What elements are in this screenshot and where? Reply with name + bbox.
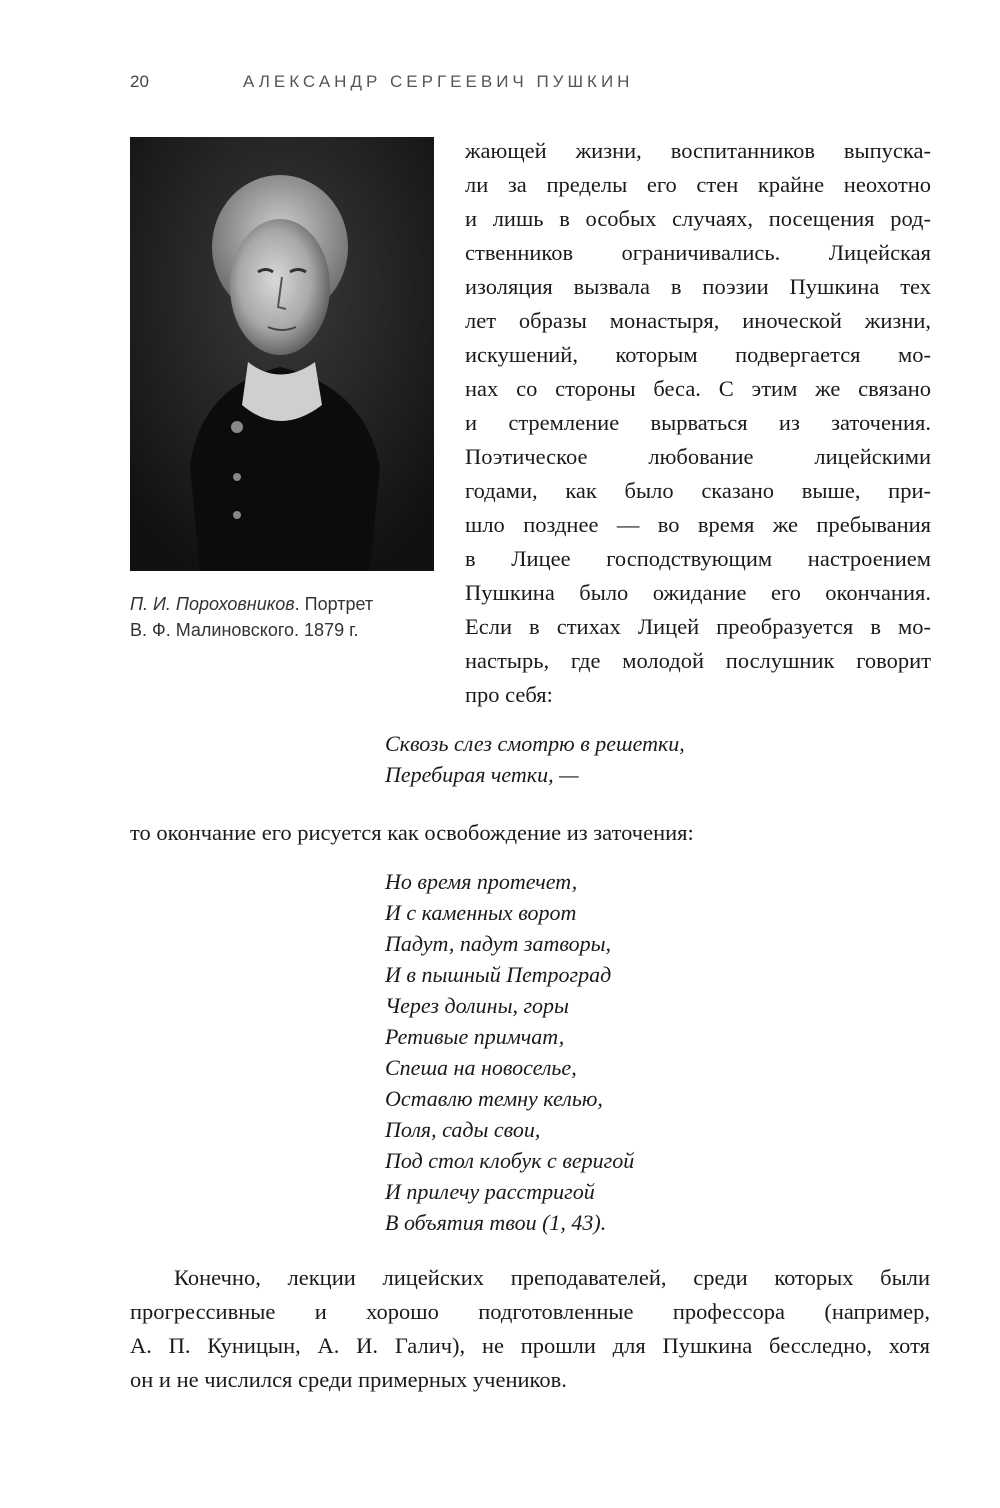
text-line: жающей жизни, воспитанников выпуска- [465,138,931,163]
transition-line: то окончание его рисуется как освобождение из заточения: [130,820,694,845]
verse-line: Но время протечет, [385,869,578,894]
text-line: про себя: [465,682,553,707]
text-line: Конечно, лекции лицейских преподавателей, среди которых были [174,1265,930,1290]
verse-line: Поля, сады свои, [385,1117,541,1142]
column-paragraph [465,134,931,712]
text-line: А. П. Куницын, А. И. Галич), не прошли для Пушкина бесследно, хотя [130,1333,930,1358]
verse-quote-1 [385,728,685,790]
text-line: лет образы монастыря, иноческой жизни, [465,308,931,333]
verse-line: Перебирая четки, — [385,762,579,787]
text-line: Поэтическое любование лицейскими [465,444,931,469]
verse-line: Ретивые примчат, [385,1024,565,1049]
caption-author: П. И. Пороховников [130,594,295,614]
verse-line: Падут, падут затворы, [385,931,612,956]
verse-line: Спеша на новоселье, [385,1055,577,1080]
text-line: и стремление вырваться из заточения. [465,410,931,435]
caption-title: . Портрет [294,594,374,614]
verse-quote-2 [385,866,634,1238]
text-line: в Лицее господствующим настроением [465,546,931,571]
text-line: настырь, где молодой послушник говорит [465,648,931,673]
final-paragraph [130,1261,930,1397]
verse-line: Под стол клобук с веригой [385,1148,635,1173]
figure-caption [130,591,430,643]
running-title: АЛЕКСАНДР СЕРГЕЕВИЧ ПУШКИН [243,72,634,91]
portrait-image [130,137,434,571]
verse-line: В объятия твои (1, 43). [385,1210,607,1235]
text-line: и лишь в особых случаях, посещения род- [465,206,931,231]
text-line: Если в стихах Лицей преобразуется в мо- [465,614,931,639]
caption-line-2: В. Ф. Малиновского. 1879 г. [130,620,359,640]
text-line: изоляция вызвала в поэзии Пушкина тех [465,274,931,299]
verse-line: Сквозь слез смотрю в решетки, [385,731,685,756]
text-line: он и не числился среди примерных учеников. [130,1367,567,1392]
text-line: прогрессивные и хорошо подготовленные профессора (например, [130,1299,930,1324]
text-line: ственников ограничивались. Лицейская [465,240,931,265]
verse-line: Оставлю темну келью, [385,1086,603,1111]
text-line: ли за пределы его стен крайне неохотно [465,172,931,197]
text-line: искушений, которым подвергается мо- [465,342,931,367]
text-line: шло позднее — во время же пребывания [465,512,931,537]
text-line: годами, как было сказано выше, при- [465,478,931,503]
verse-line: И с каменных ворот [385,900,577,925]
page-number: 20 [130,72,149,91]
verse-line: И прилечу расстригой [385,1179,595,1204]
text-line: нах со стороны беса. С этим же связано [465,376,931,401]
verse-line: И в пышный Петроград [385,962,612,987]
text-line: Пушкина было ожидание его окончания. [465,580,931,605]
verse-line: Через долины, горы [385,993,569,1018]
